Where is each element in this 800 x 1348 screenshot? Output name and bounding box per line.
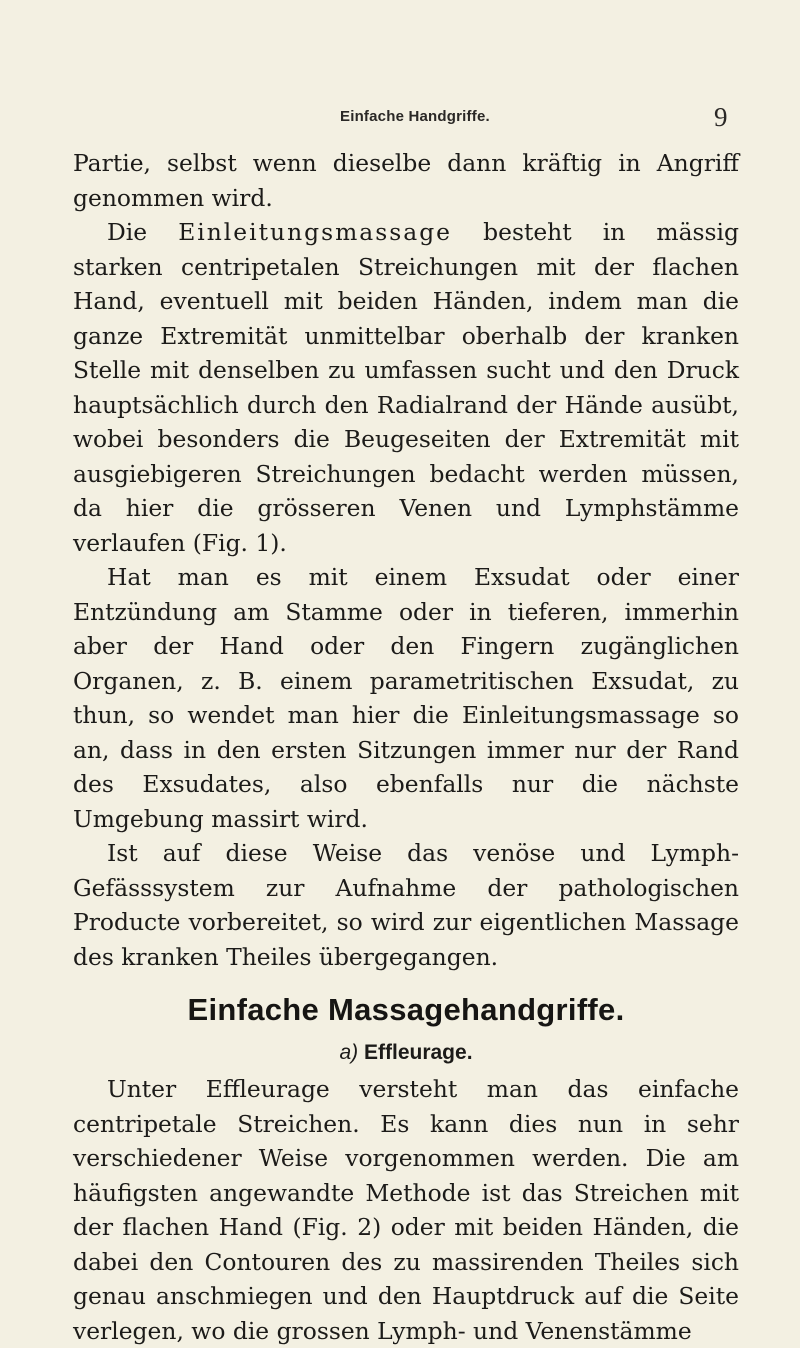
- paragraph-continuation: Partie, selbst wenn dieselbe dann kräftig in Angriff genommen wird.: [73, 149, 739, 212]
- paragraph-effleurage: Unter Effleurage versteht man das einfache centripetale Streichen. Es kann dies nun in sehr verschiedener Weise vorgenommen werden. Die am häufigsten angewandte Methode ist das Streichen mit der flachen Hand (Fig. 2) oder mit beiden Händen, die dabei den Contouren des zu massirenden Theiles sich genau anschmiegen und den Hauptdruck auf die Seite verlegen, wo die grossen Lymph- und Venenstämme: [73, 1075, 739, 1345]
- section-heading: Einfache Massagehandgriffe.: [187, 992, 625, 1027]
- subsection-heading: [73, 1036, 739, 1070]
- paragraph-einleitungsmassage: [73, 215, 739, 560]
- body-text: [73, 146, 739, 1348]
- paragraph-vorbereitet: Ist auf diese Weise das venöse und Lymph-Gefässsystem zur Aufnahme der pathologischen Producte vorbereitet, so wird zur eigentlichen Massage des kranken Theiles übergegangen.: [73, 839, 739, 971]
- page-number: 9: [714, 102, 728, 132]
- subsection-letter: a): [339, 1041, 359, 1064]
- paragraph-body: besteht in mässig starken centripetalen Streichungen mit der flachen Hand, eventuell mit beiden Händen, indem man die ganze Extremität unmittelbar oberhalb der kranken Stelle mit denselben zu umfassen sucht und den Druck hauptsächlich durch den Radialrand der Hände ausübt, wobei besonders die Beugeseiten der Extremität mit ausgiebigeren Streichungen bedacht werden müssen, da hier die grösseren Venen und Lymphstämme verlaufen (Fig. 1).: [73, 218, 739, 557]
- paragraph-lead: Die: [107, 218, 148, 246]
- subsection-title: Effleurage.: [364, 1041, 473, 1064]
- paragraph-exsudat: Hat man es mit einem Exsudat oder einer Entzündung am Stamme oder in tieferen, immerhin aber der Hand oder den Fingern zugänglichen Organen, z. B. einem parametritischen Exsudat, zu thun, so wendet man hier die Einleitungsmassage so an, dass in den ersten Sitzungen immer nur der Rand des Exsudates, also ebenfalls nur die nächste Umgebung massirt wird.: [73, 563, 739, 833]
- term-einleitungsmassage: Einleitungsmassage: [178, 218, 453, 246]
- running-title: Einfache Handgriffe.: [340, 108, 490, 125]
- running-header: [0, 102, 800, 132]
